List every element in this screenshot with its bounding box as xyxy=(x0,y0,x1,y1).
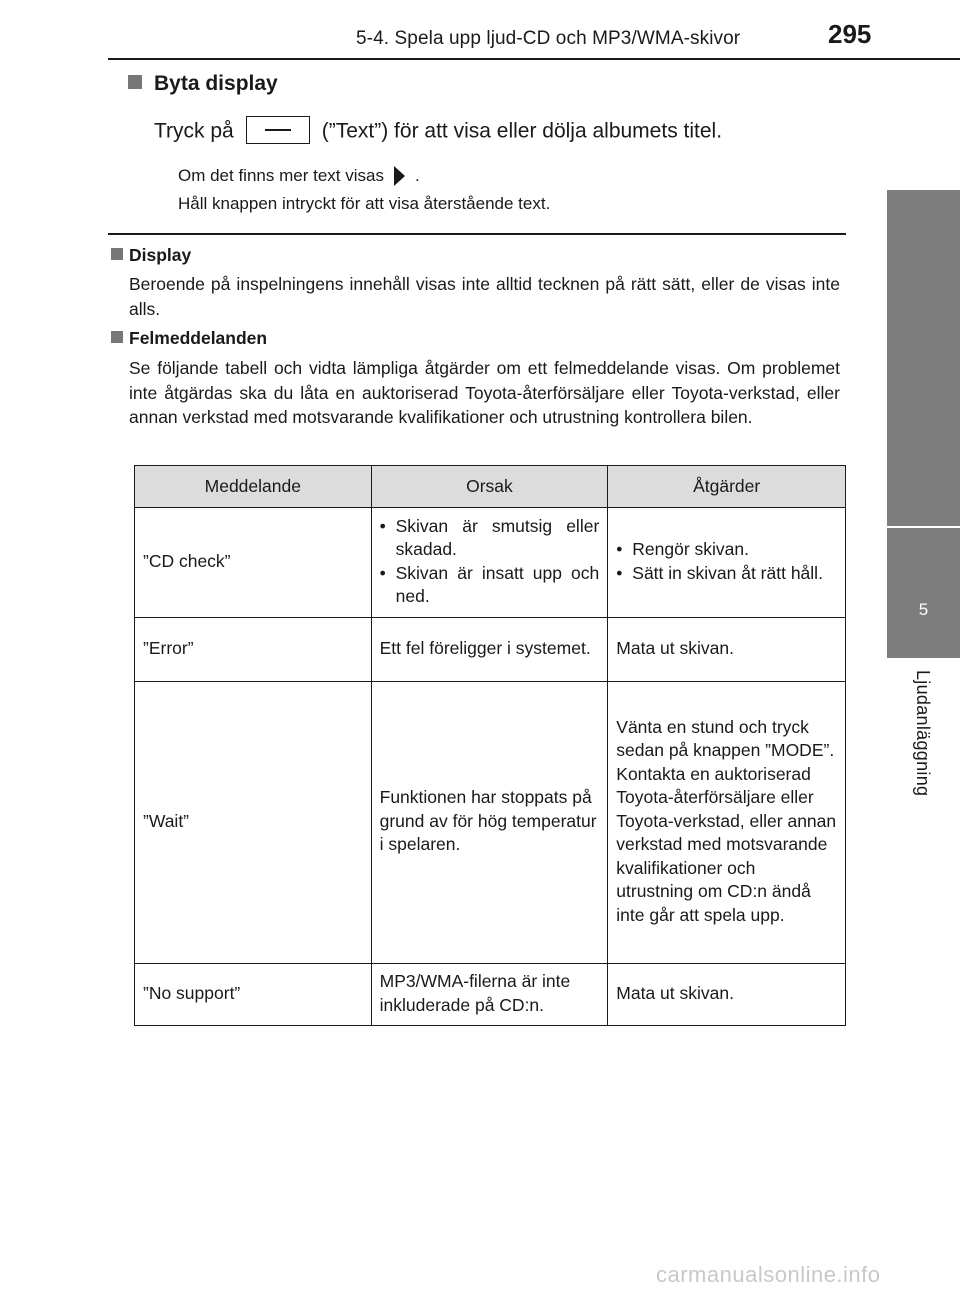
header-divider xyxy=(108,58,960,60)
watermark: carmanualsonline.info xyxy=(656,1262,881,1287)
action-cell: Vänta en stund och tryck sedan på knappen ”MODE”. Kontakta en auktoriserad Toyota-återförsäljare eller Toyota-verkstad, eller annan verkstad med motsvarande kvalifikationer och utrustning om CD:n ändå inte går att spela upp. xyxy=(608,682,846,964)
square-bullet-icon xyxy=(111,248,123,260)
side-tab-upper xyxy=(887,190,960,526)
bullet-item: • Skivan är insatt upp och ned. xyxy=(379,562,600,606)
side-tab-chapter xyxy=(887,528,960,658)
table-row xyxy=(135,964,846,1026)
bullet-item: • Rengör skivan. xyxy=(616,539,750,559)
message-cell: ”Error” xyxy=(135,618,372,682)
subheading-display-text: Display xyxy=(129,245,192,265)
square-bullet-icon xyxy=(128,75,142,89)
section-divider xyxy=(108,233,846,235)
table-row xyxy=(135,618,846,682)
header-section-title: 5-4. Spela upp ljud-CD och MP3/WMA-skivor xyxy=(356,28,741,49)
message-cell: ”CD check” xyxy=(135,508,372,618)
section-heading-text: Byta display xyxy=(154,72,278,95)
column-header-cause: Orsak xyxy=(371,466,608,508)
action-cell xyxy=(608,508,846,618)
note-hold-button: Håll knappen intryckt för att visa återstående text. xyxy=(178,194,551,213)
action-cell: Mata ut skivan. xyxy=(608,618,846,682)
dash-key-icon xyxy=(246,116,310,144)
bullet-item: • Skivan är smutsig eller skadad. xyxy=(379,515,600,559)
square-bullet-icon xyxy=(111,331,123,343)
instruction-line xyxy=(154,118,722,146)
note-more-after: . xyxy=(414,166,420,185)
note-more-text xyxy=(178,166,420,187)
cause-cell: MP3/WMA-filerna är inte inkluderade på CD:n. xyxy=(371,964,608,1026)
bullet-item: • Sätt in skivan åt rätt håll. xyxy=(616,562,823,583)
table-header-row xyxy=(135,466,846,508)
message-cell: ”No support” xyxy=(135,964,372,1026)
page-number: 295 xyxy=(828,19,872,49)
section-heading-byta-display xyxy=(128,72,278,96)
paragraph-display: Beroende på inspelningens innehåll visas inte alltid tecknen på rätt sätt, eller de visas inte alls. xyxy=(129,274,840,319)
chapter-label: Ljudanläggning xyxy=(913,670,933,797)
cause-cell: Ett fel föreligger i systemet. xyxy=(371,618,608,682)
note-more-before: Om det finns mer text visas xyxy=(178,166,384,185)
instruction-before: Tryck på xyxy=(154,119,234,143)
subheading-display xyxy=(111,245,191,266)
action-cell: Mata ut skivan. xyxy=(608,964,846,1026)
cause-cell xyxy=(371,508,608,618)
column-header-message: Meddelande xyxy=(135,466,372,508)
paragraph-errors: Se följande tabell och vidta lämpliga åtgärder om ett felmeddelande visas. Om problemet inte åtgärdas ska du låta en auktoriserad Toyota-återförsäljare eller Toyota-verkstad, eller annan verkstad med motsvarande kvalifikationer och utrustning kontrollera bilen. xyxy=(129,358,840,427)
subheading-errors-text: Felmeddelanden xyxy=(129,328,268,348)
more-text-arrow-icon xyxy=(394,166,405,186)
instruction-after: (”Text”) för att visa eller dölja albumets titel. xyxy=(321,119,723,143)
cause-cell: Funktionen har stoppats på grund av för hög temperatur i spelaren. xyxy=(371,682,608,964)
chapter-number: 5 xyxy=(918,600,929,619)
subheading-errors xyxy=(111,328,267,349)
message-cell: ”Wait” xyxy=(135,682,372,964)
table-row xyxy=(135,508,846,618)
column-header-action: Åtgärder xyxy=(608,466,846,508)
table-row xyxy=(135,682,846,964)
error-message-table xyxy=(134,465,846,1026)
